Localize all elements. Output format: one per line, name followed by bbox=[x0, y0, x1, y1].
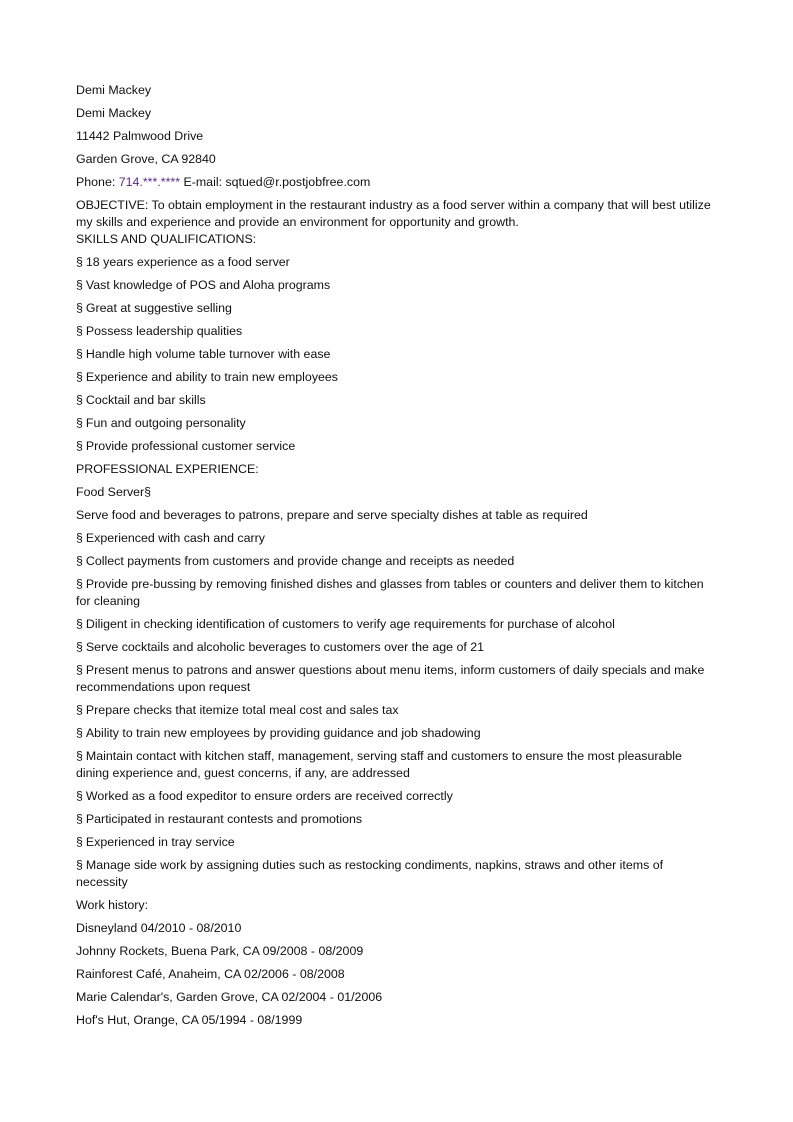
job-title: Food Server§ bbox=[76, 485, 152, 499]
section-sign-bullet: § bbox=[76, 858, 83, 872]
section-sign-bullet: § bbox=[76, 749, 83, 763]
experience-text: Experienced with cash and carry bbox=[85, 531, 265, 545]
experience-item bbox=[76, 639, 716, 656]
skill-text: Vast knowledge of POS and Aloha programs bbox=[85, 278, 331, 292]
section-sign-bullet: § bbox=[76, 640, 83, 654]
section-sign-bullet: § bbox=[76, 347, 83, 361]
experience-text: Provide pre-bussing by removing finished dishes and glasses from tables or counters and deliver them to kitchen for cleaning bbox=[76, 577, 704, 608]
experience-heading: PROFESSIONAL EXPERIENCE: bbox=[76, 462, 259, 476]
experience-text: Experienced in tray service bbox=[85, 835, 235, 849]
experience-item bbox=[76, 576, 716, 610]
section-sign-bullet: § bbox=[76, 416, 83, 430]
experience-text: Present menus to patrons and answer questions about menu items, inform customers of daily specials and make recommendations upon request bbox=[76, 663, 705, 694]
skill-item bbox=[76, 369, 716, 386]
section-sign-bullet: § bbox=[76, 255, 83, 269]
objective-paragraph: OBJECTIVE: To obtain employment in the restaurant industry as a food server within a company that will best utilize my skills and experience and provide an environment for opportunity and growth. bbox=[76, 198, 711, 229]
email-label: E-mail: bbox=[180, 175, 226, 189]
experience-item bbox=[76, 857, 716, 891]
work-history-item: Disneyland 04/2010 - 08/2010 bbox=[76, 921, 242, 935]
experience-item bbox=[76, 788, 716, 805]
experience-item bbox=[76, 834, 716, 851]
skill-text: Provide professional customer service bbox=[85, 439, 296, 453]
experience-list bbox=[76, 530, 716, 891]
work-history-item: Marie Calendar's, Garden Grove, CA 02/2004 - 01/2006 bbox=[76, 990, 383, 1004]
skill-text: Possess leadership qualities bbox=[85, 324, 243, 338]
skill-text: 18 years experience as a food server bbox=[85, 255, 290, 269]
skill-text: Experience and ability to train new employees bbox=[85, 370, 338, 384]
skill-text: Fun and outgoing personality bbox=[85, 416, 246, 430]
section-sign-bullet: § bbox=[76, 531, 83, 545]
phone-label: Phone: bbox=[76, 175, 119, 189]
phone-link[interactable]: 714.***.**** bbox=[118, 175, 181, 189]
work-history-item: Johnny Rockets, Buena Park, CA 09/2008 - 08/2009 bbox=[76, 944, 364, 958]
skill-item bbox=[76, 346, 716, 363]
section-sign-bullet: § bbox=[76, 278, 83, 292]
experience-text: Serve cocktails and alcoholic beverages to customers over the age of 21 bbox=[85, 640, 485, 654]
experience-text: Collect payments from customers and provide change and receipts as needed bbox=[85, 554, 515, 568]
work-history-item: Hof's Hut, Orange, CA 05/1994 - 08/1999 bbox=[76, 1013, 303, 1027]
skill-text: Cocktail and bar skills bbox=[85, 393, 206, 407]
skill-item bbox=[76, 300, 716, 317]
experience-text: Prepare checks that itemize total meal cost and sales tax bbox=[85, 703, 399, 717]
experience-text: Ability to train new employees by providing guidance and job shadowing bbox=[85, 726, 481, 740]
skills-list bbox=[76, 254, 716, 455]
contact-line bbox=[76, 174, 716, 191]
street-address: 11442 Palmwood Drive bbox=[76, 129, 204, 143]
experience-text: Participated in restaurant contests and promotions bbox=[85, 812, 363, 826]
email-address: sqtued@r.postjobfree.com bbox=[225, 175, 371, 189]
section-sign-bullet: § bbox=[76, 703, 83, 717]
section-sign-bullet: § bbox=[76, 554, 83, 568]
section-sign-bullet: § bbox=[76, 789, 83, 803]
skill-item bbox=[76, 415, 716, 432]
experience-item bbox=[76, 702, 716, 719]
section-sign-bullet: § bbox=[76, 577, 83, 591]
work-history-list bbox=[76, 920, 716, 1029]
section-sign-bullet: § bbox=[76, 812, 83, 826]
skill-item bbox=[76, 277, 716, 294]
section-sign-bullet: § bbox=[76, 324, 83, 338]
experience-item bbox=[76, 662, 716, 696]
experience-text: Diligent in checking identification of customers to verify age requirements for purchase of alcohol bbox=[85, 617, 615, 631]
experience-item bbox=[76, 811, 716, 828]
section-sign-bullet: § bbox=[76, 663, 83, 677]
name-line-1: Demi Mackey bbox=[76, 83, 152, 97]
skill-item bbox=[76, 392, 716, 409]
work-history-heading: Work history: bbox=[76, 898, 149, 912]
experience-item bbox=[76, 553, 716, 570]
section-sign-bullet: § bbox=[76, 439, 83, 453]
job-intro: Serve food and beverages to patrons, prepare and serve specialty dishes at table as required bbox=[76, 508, 588, 522]
experience-item bbox=[76, 616, 716, 633]
skill-item bbox=[76, 438, 716, 455]
city-state-zip: Garden Grove, CA 92840 bbox=[76, 152, 216, 166]
name-line-2: Demi Mackey bbox=[76, 106, 152, 120]
section-sign-bullet: § bbox=[76, 617, 83, 631]
skill-text: Handle high volume table turnover with ease bbox=[85, 347, 331, 361]
experience-text: Worked as a food expeditor to ensure orders are received correctly bbox=[85, 789, 453, 803]
work-history-item: Rainforest Café, Anaheim, CA 02/2006 - 08/2008 bbox=[76, 967, 345, 981]
section-sign-bullet: § bbox=[76, 835, 83, 849]
section-sign-bullet: § bbox=[76, 301, 83, 315]
section-sign-bullet: § bbox=[76, 370, 83, 384]
experience-item bbox=[76, 725, 716, 742]
skill-text: Great at suggestive selling bbox=[85, 301, 232, 315]
experience-item bbox=[76, 530, 716, 547]
experience-text: Manage side work by assigning duties such as restocking condiments, napkins, straws and other items of necessity bbox=[76, 858, 664, 889]
skill-item bbox=[76, 323, 716, 340]
skills-heading: SKILLS AND QUALIFICATIONS: bbox=[76, 232, 257, 246]
experience-text: Maintain contact with kitchen staff, management, serving staff and customers to ensure the most pleasurable dining experience and, guest concerns, if any, are addressed bbox=[76, 749, 682, 780]
experience-item bbox=[76, 748, 716, 782]
resume-content bbox=[76, 82, 716, 1035]
section-sign-bullet: § bbox=[76, 726, 83, 740]
skill-item bbox=[76, 254, 716, 271]
section-sign-bullet: § bbox=[76, 393, 83, 407]
